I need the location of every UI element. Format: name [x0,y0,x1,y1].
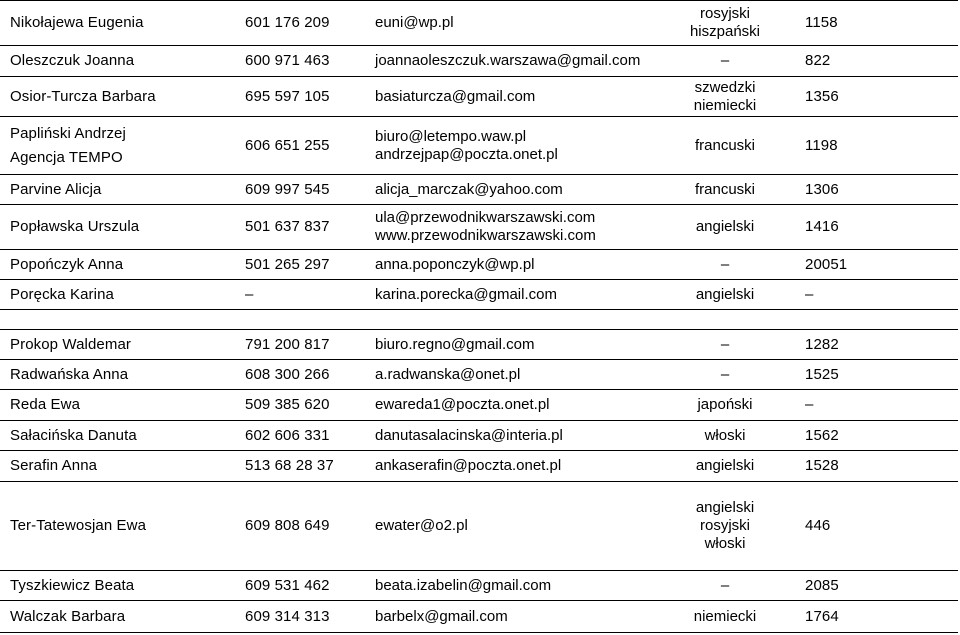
contact-phone-cell [245,601,365,632]
contact-email-cell [375,601,665,632]
contact-languages-cell [665,77,785,116]
contact-email-cell [375,360,665,389]
contact-number: 1198 [805,136,838,154]
contact-email-cell [375,175,665,204]
contact-phone: – [245,285,254,303]
contact-number: 1282 [805,335,839,353]
contact-phone-cell [245,77,365,116]
contact-name-cell [10,330,235,359]
contact-number: 822 [805,51,831,69]
table-row [0,205,958,250]
contact-phone: 608 300 266 [245,365,330,383]
contact-email: ula@przewodnikwarszawski.com [375,209,596,226]
contact-email-cell [375,1,665,45]
contact-name: Serafin Anna [10,457,98,474]
contact-name-cell [10,175,235,204]
contact-phone-cell [245,45,365,76]
contact-email: alicja_marczak@yahoo.com [375,180,563,198]
contact-languages-cell [665,360,785,389]
contact-phone-cell [245,330,365,359]
contact-number: 20051 [805,255,848,273]
contact-languages-cell [665,390,785,420]
contact-email-cell [375,482,665,570]
contact-phone-cell [245,117,365,174]
contact-email-cell [375,250,665,279]
contact-name-cell [10,360,235,389]
contact-languages-cell [665,175,785,204]
contact-languages-cell [665,280,785,309]
contact-languages: japoński [697,396,753,413]
contact-languages: niemiecki [693,607,757,625]
contact-email: karina.porecka@gmail.com [375,285,557,303]
contact-languages: francuski [694,136,756,154]
contact-number-cell [805,45,955,76]
contact-number-cell [805,360,955,389]
contact-name-cell [10,250,235,279]
contact-languages: angielski [695,285,755,303]
contact-number-cell [805,601,955,632]
contact-name: Sałacińska Danuta [10,426,137,444]
contact-email: joannaoleszczuk.warszawa@gmail.com [375,51,641,69]
contact-number: – [805,396,814,413]
table-row [0,77,958,117]
contact-name: Radwańska Anna [10,365,129,383]
contact-email: basiaturcza@gmail.com [375,87,536,105]
contact-name-cell [10,451,235,481]
contact-languages: – [720,335,730,353]
table-spacer-row [0,310,958,330]
contact-languages: – [720,576,730,594]
contact-name-cell [10,482,235,570]
contact-number: 1356 [805,87,839,105]
contact-number: 2085 [805,576,839,594]
contact-name: Popończyk Anna [10,255,124,273]
contact-email: andrzejpap@poczta.onet.pl [375,145,558,163]
table-row [0,250,958,280]
contact-phone-cell [245,451,365,481]
table-row [0,482,958,571]
contact-phone: 609 997 545 [245,180,330,198]
contact-number-cell [805,330,955,359]
table-row [0,451,958,482]
contact-languages-cell [665,250,785,279]
contact-languages: angielski [695,457,755,474]
contact-name-cell [10,117,235,174]
contact-number: 1528 [805,457,839,474]
contact-number: 446 [805,517,831,534]
contact-phone-cell [245,205,365,249]
contact-email: a.radwanska@onet.pl [375,365,521,383]
contact-name-cell [10,45,235,76]
contact-languages: rosyjski [699,517,750,534]
contact-name: Nikołajewa Eugenia [10,14,144,31]
contact-email: biuro.regno@gmail.com [375,335,535,353]
table-row [0,360,958,390]
contact-phone-cell [245,390,365,420]
contact-email: anna.poponczyk@wp.pl [375,255,535,273]
contact-languages: hiszpański [689,23,761,40]
contact-name: Tyszkiewicz Beata [10,576,135,594]
contact-languages: szwedzki [694,78,756,96]
contact-name: Parvine Alicja [10,180,102,198]
contact-phone: 501 637 837 [245,218,330,235]
contact-name: Agencja TEMPO [10,148,123,166]
contact-languages-cell [665,601,785,632]
table-row [0,0,958,46]
contact-phone: 602 606 331 [245,426,330,444]
contact-email-cell [375,77,665,116]
contact-phone-cell [245,360,365,389]
contact-email: ewater@o2.pl [375,517,468,534]
table-row [0,330,958,360]
contact-name-cell [10,280,235,309]
contact-phone: 601 176 209 [245,14,330,31]
contact-phone: 609 531 462 [245,576,330,594]
contact-email-cell [375,390,665,420]
contact-name: Poręcka Karina [10,285,114,303]
contact-languages-cell [665,45,785,76]
contact-number-cell [805,1,955,45]
contact-name: Papliński Andrzej [10,124,126,142]
contact-name-cell [10,601,235,632]
contact-email: danutasalacinska@interia.pl [375,426,563,444]
contact-phone: 791 200 817 [245,335,330,353]
contact-phone: 606 651 255 [245,136,330,154]
contact-number-cell [805,421,955,450]
table-row [0,45,958,77]
contact-phone-cell [245,482,365,570]
contact-email: ewareda1@poczta.onet.pl [375,396,550,413]
contact-number: 1416 [805,218,839,235]
contact-name-cell [10,421,235,450]
contact-phone: 695 597 105 [245,87,330,105]
contact-name: Popławska Urszula [10,218,140,235]
contact-number-cell [805,175,955,204]
contact-languages: włoski [704,535,746,552]
contact-languages: rosyjski [699,5,750,22]
contact-email-cell [375,280,665,309]
contact-phone-cell [245,421,365,450]
contact-name-cell [10,571,235,600]
contact-number: 1306 [805,180,839,198]
contact-email-cell [375,117,665,174]
contact-name: Oleszczuk Joanna [10,51,135,69]
contact-name: Walczak Barbara [10,607,126,625]
contact-email-cell [375,421,665,450]
table-row [0,421,958,451]
contact-phone-cell [245,1,365,45]
contact-name: Ter-Tatewosjan Ewa [10,517,147,534]
table-row [0,571,958,601]
contact-number: – [805,285,814,303]
contact-email: www.przewodnikwarszawski.com [375,227,596,244]
contact-number-cell [805,250,955,279]
contact-name: Reda Ewa [10,396,81,413]
contact-languages: angielski [695,218,755,235]
contact-email-cell [375,205,665,249]
contact-number-cell [805,571,955,600]
contact-languages-cell [665,451,785,481]
contact-phone-cell [245,175,365,204]
contact-phone-cell [245,250,365,279]
contact-languages-cell [665,571,785,600]
contact-name-cell [10,205,235,249]
contact-languages-cell [665,482,785,570]
contact-number-cell [805,205,955,249]
table-row [0,175,958,205]
contact-phone: 600 971 463 [245,51,330,69]
contact-number: 1764 [805,607,839,625]
contact-number-cell [805,77,955,116]
table-row [0,117,958,175]
contact-languages-cell [665,205,785,249]
contact-phone: 509 385 620 [245,396,330,413]
contact-email-cell [375,330,665,359]
table-row [0,601,958,633]
contact-languages: francuski [694,180,756,198]
contact-number-cell [805,451,955,481]
contact-phone: 501 265 297 [245,255,330,273]
contact-number-cell [805,280,955,309]
contact-languages: – [720,365,730,383]
contact-languages: niemiecki [693,96,757,114]
table-row [0,280,958,310]
contact-number-cell [805,390,955,420]
contact-email: barbelx@gmail.com [375,607,508,625]
contact-languages-cell [665,1,785,45]
contact-languages-cell [665,421,785,450]
contact-name: Osior-Turcza Barbara [10,87,156,105]
contact-number: 1562 [805,426,839,444]
contact-name-cell [10,1,235,45]
contact-name: Prokop Waldemar [10,335,131,353]
contact-languages-cell [665,117,785,174]
contact-phone: 609 314 313 [245,607,330,625]
contact-number-cell [805,117,955,174]
contact-name-cell [10,390,235,420]
contact-languages-cell [665,330,785,359]
contact-languages: – [720,255,730,273]
contact-languages: włoski [704,426,746,444]
contact-email: beata.izabelin@gmail.com [375,576,552,594]
contact-email: ankaserafin@poczta.onet.pl [375,457,562,474]
contact-email: biuro@letempo.waw.pl [375,127,527,145]
contact-languages: – [720,51,730,69]
contact-languages: angielski [695,499,755,516]
contact-phone-cell [245,280,365,309]
contact-email-cell [375,571,665,600]
contact-phone-cell [245,571,365,600]
contact-email-cell [375,451,665,481]
contact-number: 1525 [805,365,839,383]
table-row [0,390,958,421]
contact-email-cell [375,45,665,76]
contact-phone: 513 68 28 37 [245,457,334,474]
contact-number: 1158 [805,14,838,31]
contact-email: euni@wp.pl [375,14,454,31]
contact-phone: 609 808 649 [245,517,330,534]
contact-name-cell [10,77,235,116]
contact-number-cell [805,482,955,570]
